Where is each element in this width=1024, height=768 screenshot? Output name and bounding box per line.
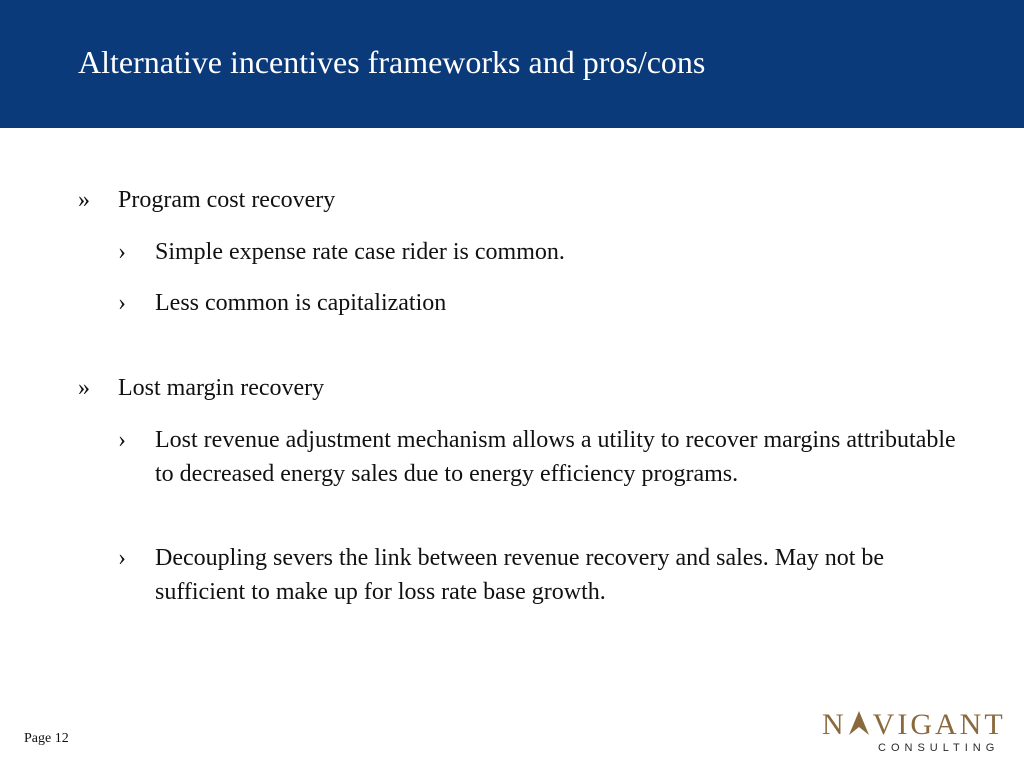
bullet-marker: »: [78, 187, 90, 213]
bullet-text: Program cost recovery: [118, 187, 336, 213]
logo-subtitle: CONSULTING: [878, 742, 1000, 754]
sub-bullet-text: Simple expense rate case rider is common.: [155, 239, 565, 265]
bullet-marker: »: [78, 375, 90, 401]
sub-bullet-text: Lost revenue adjustment mechanism allows a utility to recover margins attributable to decreased energy sales due to energy efficiency programs.: [155, 427, 956, 487]
sub-bullet-marker: ›: [118, 239, 126, 265]
page-number: Page 12: [24, 731, 69, 746]
bullet-text: Lost margin recovery: [118, 375, 325, 401]
slide-title: Alternative incentives frameworks and pros/cons: [78, 44, 706, 80]
sub-bullet-marker: ›: [118, 427, 126, 453]
sub-bullet-marker: ›: [118, 290, 126, 316]
logo-letters-vigant: VIGANT: [872, 708, 1006, 741]
logo-wordmark: [822, 708, 1006, 742]
sub-bullet-text: Less common is capitalization: [155, 290, 447, 316]
sub-bullet-text: Decoupling severs the link between revenue recovery and sales. May not be sufficient to make up for loss rate base growth.: [155, 545, 885, 605]
sub-bullet-marker: ›: [118, 545, 126, 571]
title-bar: [0, 0, 1024, 128]
navigant-logo: [822, 708, 1006, 756]
logo-chevron-icon: [848, 710, 870, 736]
logo-letter-n: N: [822, 708, 847, 741]
